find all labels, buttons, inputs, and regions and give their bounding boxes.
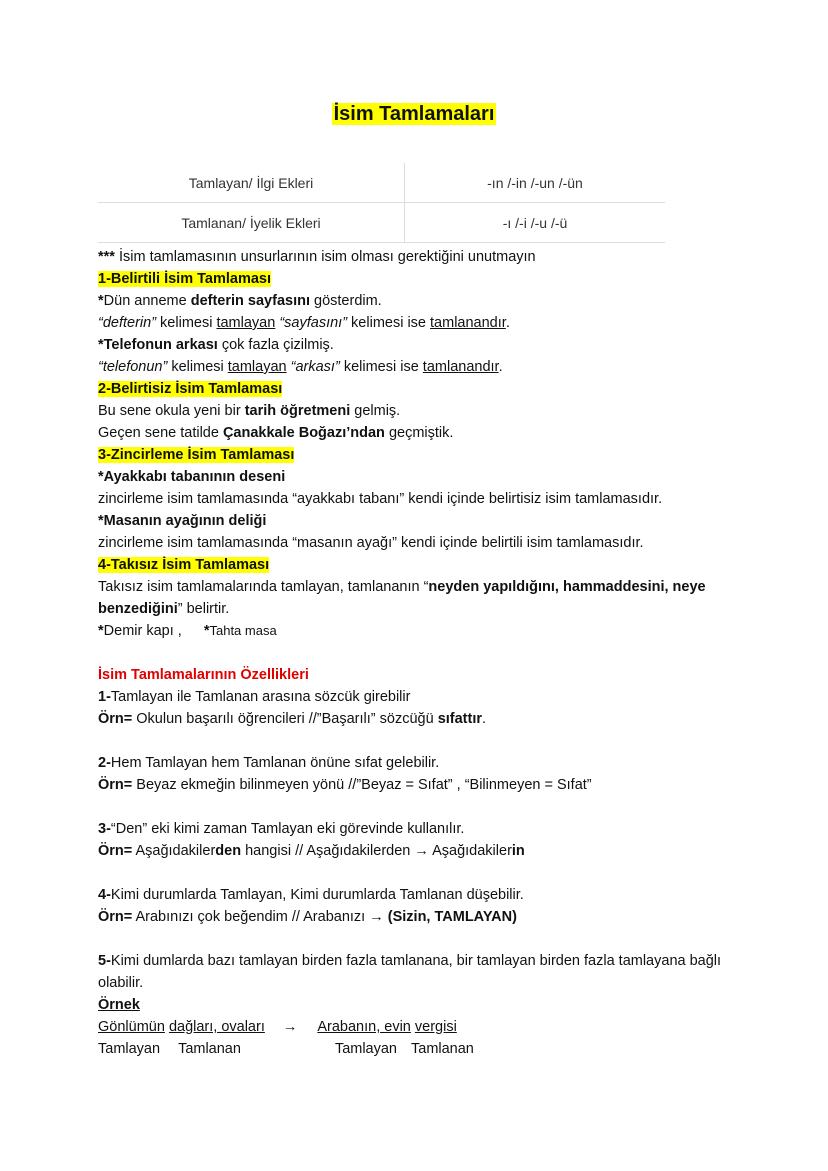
underlined-word: tamlanandır [430, 315, 506, 331]
bold-text: neyden yapıldığını, hammaddesini, neye benzediğini [98, 579, 706, 617]
italic-word: “arkası” [290, 359, 340, 375]
text: Okulun başarılı öğrencileri //”Başarılı” sözcüğü [132, 711, 438, 727]
section-heading [98, 554, 738, 576]
text: Tamlayan [98, 1041, 161, 1057]
text: Tahta masa [209, 623, 277, 638]
underlined-word: tamlayan [216, 315, 276, 331]
text: Kimi dumlarda bazı tamlayan birden fazla tamlanana, bir tamlayan birden fazla tamlayana bağlı olabilir. [98, 953, 722, 991]
section-heading [98, 268, 738, 290]
property-example [98, 708, 738, 730]
property-example [98, 840, 738, 862]
underlined-word: vergisi [414, 1019, 457, 1035]
explanation-line [98, 312, 738, 334]
explanation-line [98, 356, 738, 378]
text: kelimesi [156, 315, 217, 331]
text: . [482, 711, 487, 727]
italic-word: “telefonun” [98, 359, 168, 375]
table-cell-value: -ı /-i /-u /-ü [502, 215, 568, 231]
suffix-table [98, 163, 665, 243]
text: Kimi durumlarda Tamlayan, Kimi durumlarda Tamlanan düşebilir. [110, 887, 524, 903]
example-line [98, 422, 738, 444]
underlined-word: Arabanın, evin [317, 1019, 411, 1035]
bold-text: tarih öğretmeni [244, 403, 351, 419]
number: 1- [98, 689, 111, 705]
property-line [98, 884, 738, 906]
property-example [98, 906, 738, 928]
text: gösterdim. [309, 293, 382, 309]
property-line [98, 686, 738, 708]
example-label: Örn= [98, 711, 133, 727]
table-cell-label: Tamlanan/ İyelik Ekleri [181, 215, 321, 231]
note-text: İsim tamlamasının unsurlarının isim olması gerektiğini unutmayın [114, 249, 536, 265]
underlined-word: Gönlümün [98, 1019, 165, 1035]
number: 5- [98, 953, 111, 969]
text: gelmiş. [350, 403, 401, 419]
text: Aşağıdakiler [428, 843, 512, 859]
text: Beyaz ekmeğin bilinmeyen yönü //”Beyaz = Sıfat” , “Bilinmeyen = Sıfat” [132, 777, 592, 793]
text: Tamlanan [178, 1041, 241, 1057]
example-line: *Masanın ayağının deliği [98, 513, 267, 529]
text: hangisi // Aşağıdakilerden [241, 843, 415, 859]
text: Tamlanan [411, 1041, 474, 1057]
star: * [203, 623, 210, 639]
example-line: *Ayakkabı tabanının deseni [98, 469, 286, 485]
italic-word: “sayfasını” [279, 315, 348, 331]
text: kelimesi [167, 359, 228, 375]
spacer [98, 862, 738, 884]
example-line [98, 1016, 738, 1038]
example-line [98, 400, 738, 422]
text: kelimesi ise [347, 315, 431, 331]
table-cell-label: Tamlayan/ İlgi Ekleri [188, 175, 314, 191]
text: Tamlayan ile Tamlanan arasına sözcük girebilir [110, 689, 411, 705]
page-title-wrap [0, 101, 828, 127]
text: Hem Tamlayan hem Tamlanan önüne sıfat gelebilir. [110, 755, 440, 771]
section-heading [98, 378, 738, 400]
number: 2- [98, 755, 111, 771]
text: Tamlayan [334, 1041, 397, 1057]
note-stars: *** [98, 249, 115, 265]
bold-text: Çanakkale Boğazı’ndan [222, 425, 385, 441]
text: Arabınızı çok beğendim // Arabanızı [132, 909, 370, 925]
example-heading [98, 994, 738, 1016]
bold-text: (Sizin, TAMLAYAN) [383, 909, 517, 925]
example-label: Örnek [98, 997, 140, 1013]
arrow-right-icon: → [414, 843, 429, 859]
text: Aşağıdakiler [132, 843, 216, 859]
italic-word: “defterin” [98, 315, 157, 331]
text: Bu sene okula yeni bir [98, 403, 245, 419]
arrow-right-icon: → [282, 1019, 298, 1035]
text: . [498, 359, 503, 375]
property-line [98, 752, 738, 774]
text: çok fazla çizilmiş. [217, 337, 334, 353]
table-row [98, 203, 665, 243]
bold-text: den [215, 843, 242, 859]
section-heading [98, 444, 738, 466]
example-label: Örn= [98, 843, 133, 859]
explanation-line: zincirleme isim tamlamasında “ayakkabı tabanı” kendi içinde belirtisiz isim tamlamasıdır. [98, 491, 663, 507]
text: ” belirtir. [177, 601, 230, 617]
example-line [98, 290, 738, 312]
number: 3- [98, 821, 111, 837]
text: Takısız isim tamlamalarında tamlayan, tamlananın “ [98, 579, 429, 595]
spacer [98, 928, 738, 950]
explanation-line: zincirleme isim tamlamasında “masanın ayağı” kendi içinde belirtili isim tamlamasıdır. [98, 535, 644, 551]
spacer [98, 730, 738, 752]
bold-text: sıfattır [437, 711, 483, 727]
bold-text: *Telefonun arkası [98, 337, 218, 353]
text: Dün anneme [103, 293, 191, 309]
note-line [98, 246, 738, 268]
example-line [98, 620, 738, 642]
section-3-heading: 3-Zincirleme İsim Tamlaması [98, 447, 295, 463]
section-2-heading: 2-Belirtisiz İsim Tamlaması [98, 381, 283, 397]
section-heading [98, 664, 738, 686]
arrow-right-icon: → [369, 909, 384, 925]
table-cell-value: -ın /-in /-un /-ün [487, 175, 583, 191]
underlined-word: tamlayan [227, 359, 287, 375]
property-line [98, 950, 728, 994]
example-label: Örn= [98, 777, 133, 793]
star: * [98, 623, 104, 639]
properties-heading: İsim Tamlamalarının Özellikleri [98, 667, 309, 683]
paragraph [98, 576, 738, 620]
text: Geçen sene tatilde [98, 425, 223, 441]
text: “Den” eki kimi zaman Tamlayan eki görevinde kullanılır. [110, 821, 465, 837]
underlined-word: dağları, ovaları [168, 1019, 265, 1035]
labels-line [98, 1038, 738, 1060]
section-1-heading: 1-Belirtili İsim Tamlaması [98, 271, 271, 287]
example-label: Örn= [98, 909, 133, 925]
table-row [98, 163, 665, 203]
text: kelimesi ise [339, 359, 423, 375]
bold-text: defterin sayfasını [190, 293, 310, 309]
text: geçmiştik. [384, 425, 454, 441]
underlined-word: tamlanandır [422, 359, 499, 375]
page-title: İsim Tamlamaları [333, 103, 495, 125]
spacer [98, 642, 738, 664]
property-line [98, 818, 738, 840]
text: Demir kapı , [103, 623, 182, 639]
document-body [98, 246, 738, 1060]
section-4-heading: 4-Takısız İsim Tamlaması [98, 557, 270, 573]
bold-text: in [511, 843, 525, 859]
property-example [98, 774, 738, 796]
example-line [98, 334, 738, 356]
spacer [98, 796, 738, 818]
number: 4- [98, 887, 111, 903]
star: * [98, 293, 104, 309]
text: . [505, 315, 510, 331]
